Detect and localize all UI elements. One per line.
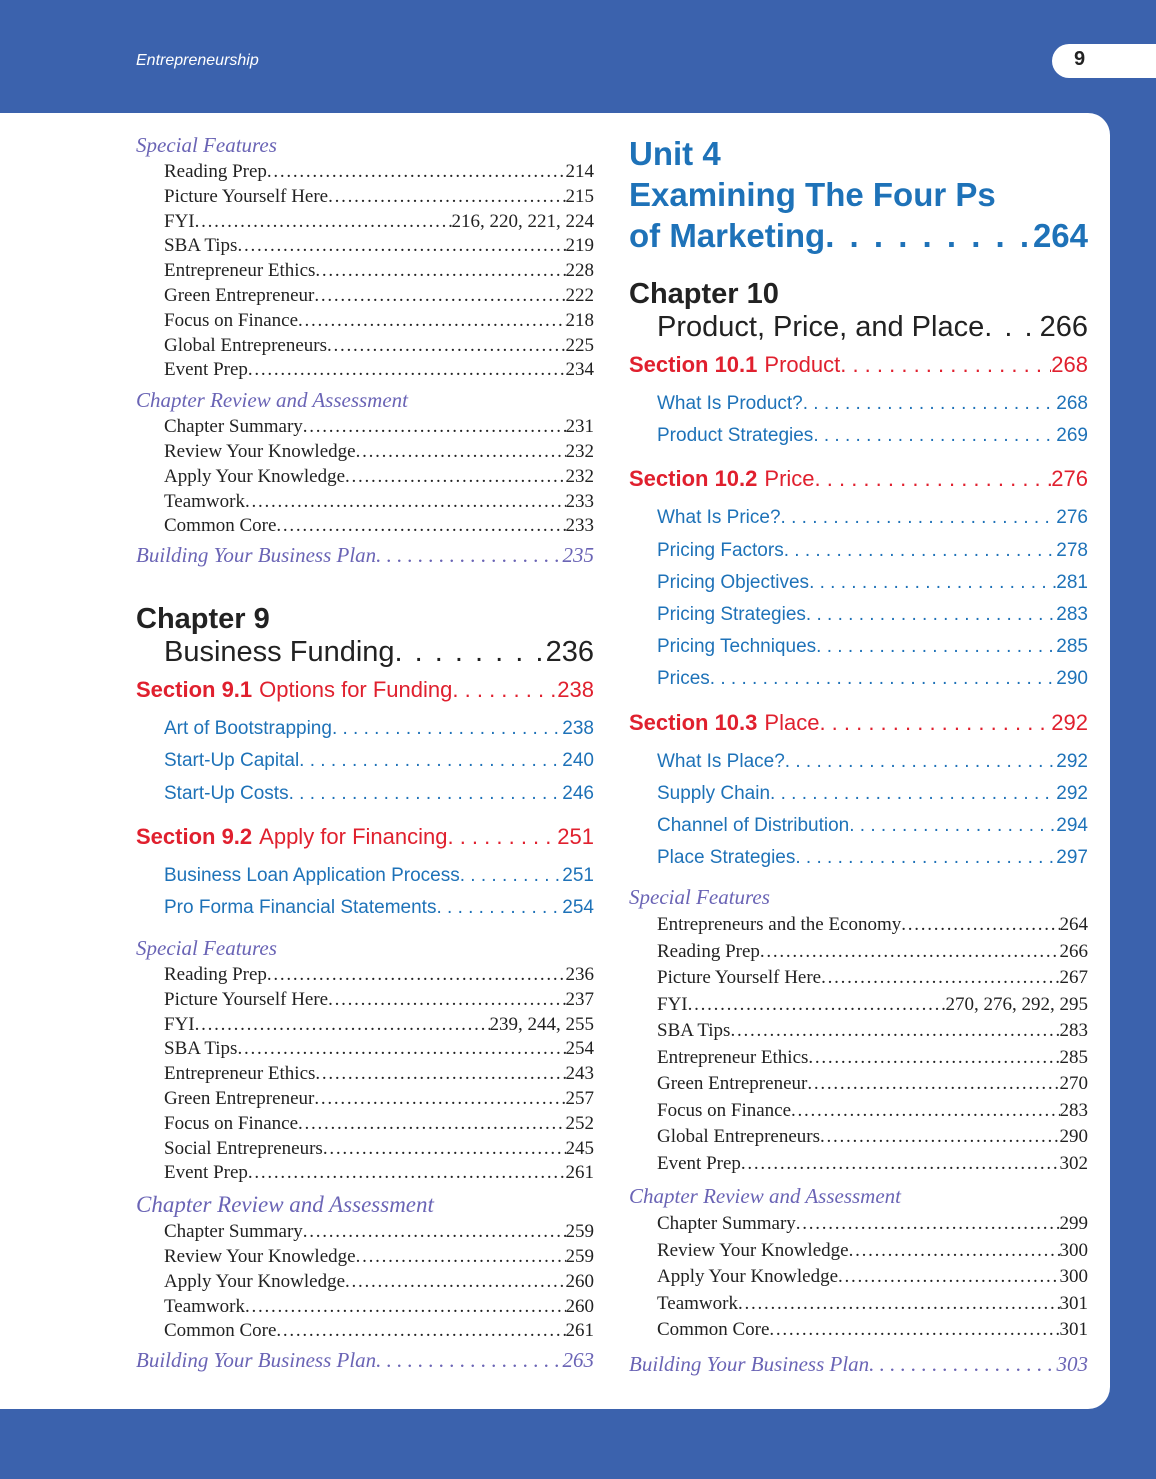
unit-number: Unit 4	[629, 135, 721, 172]
feature-entry[interactable]: FYI . . . 239, 244, 255	[136, 1013, 594, 1038]
right-column	[629, 133, 1088, 1380]
subsection-entry[interactable]: Business Loan Application Process . . . 251	[136, 860, 594, 892]
subsection-entry[interactable]: Channel of Distribution . . . 294	[629, 810, 1088, 842]
feature-entry[interactable]: Entrepreneur Ethics . . . 285	[629, 1045, 1088, 1072]
subsection-entry[interactable]: Start-Up Capital . . . 240	[136, 745, 594, 777]
subsection-entry[interactable]: Pricing Factors . . . 278	[629, 535, 1088, 567]
subsection-entry[interactable]: Start-Up Costs . . . 246	[136, 778, 594, 810]
book-title: Entrepreneurship	[136, 52, 259, 69]
subsection-entry[interactable]: Product Strategies . . . 269	[629, 420, 1088, 452]
feature-entry[interactable]: FYI . . . 216, 220, 221, 224	[136, 210, 594, 235]
chapter-review-list	[136, 415, 594, 539]
chapter-heading: Chapter 9	[136, 603, 270, 636]
feature-entry[interactable]: Event Prep . . . 234	[136, 358, 594, 383]
subsection-entry[interactable]: Prices . . . 290	[629, 663, 1088, 695]
feature-entry[interactable]: Entrepreneur Ethics . . . 243	[136, 1062, 594, 1087]
subsection-entry[interactable]: Pricing Techniques . . . 285	[629, 631, 1088, 663]
special-features-list	[136, 160, 594, 383]
special-features-heading: Special Features	[136, 133, 277, 157]
review-entry[interactable]: Chapter Summary . . . 299	[629, 1211, 1088, 1238]
feature-entry[interactable]: Picture Yourself Here . . . 215	[136, 185, 594, 210]
review-entry[interactable]: Apply Your Knowledge . . . 232	[136, 465, 594, 490]
business-plan-entry[interactable]: Building Your Business Plan . . . 263	[136, 1344, 594, 1376]
feature-entry[interactable]: SBA Tips . . . 283	[629, 1018, 1088, 1045]
review-entry[interactable]: Teamwork . . . 233	[136, 490, 594, 515]
review-entry[interactable]: Teamwork . . . 260	[136, 1295, 594, 1320]
feature-entry[interactable]: Entrepreneur Ethics . . . 228	[136, 259, 594, 284]
review-entry[interactable]: Chapter Summary . . . 259	[136, 1220, 594, 1245]
feature-entry[interactable]: FYI . . . 270, 276, 292, 295	[629, 992, 1088, 1019]
review-entry[interactable]: Apply Your Knowledge . . . 260	[136, 1270, 594, 1295]
review-entry[interactable]: Review Your Knowledge . . . 232	[136, 440, 594, 465]
subsection-entry[interactable]: What Is Product? . . . 268	[629, 388, 1088, 420]
feature-entry[interactable]: Reading Prep . . . 236	[136, 963, 594, 988]
section-entry[interactable]: Section 9.2 Apply for Financing . . . 251	[136, 820, 594, 854]
review-entry[interactable]: Common Core . . . 261	[136, 1319, 594, 1344]
special-features-list	[136, 963, 594, 1186]
subsection-entry[interactable]: Place Strategies . . . 297	[629, 842, 1088, 874]
special-features-heading: Special Features	[136, 936, 277, 961]
page-number: 9	[1074, 48, 1086, 70]
chapter-review-heading: Chapter Review and Assessment	[629, 1184, 901, 1209]
chapter-review-list	[136, 1220, 594, 1344]
feature-entry[interactable]: Social Entrepreneurs . . . 245	[136, 1137, 594, 1162]
content-panel	[0, 113, 1110, 1409]
feature-entry[interactable]: SBA Tips . . . 219	[136, 234, 594, 259]
subsection-entry[interactable]: What Is Place? . . . 292	[629, 746, 1088, 778]
left-column	[136, 130, 594, 1376]
review-entry[interactable]: Apply Your Knowledge . . . 300	[629, 1264, 1088, 1291]
section-entry[interactable]: Section 10.1 Product . . . 268	[629, 348, 1088, 382]
chapter-review-list	[629, 1211, 1088, 1344]
subsection-entry[interactable]: Pricing Strategies . . . 283	[629, 599, 1088, 631]
feature-entry[interactable]: Reading Prep . . . 214	[136, 160, 594, 185]
feature-entry[interactable]: Picture Yourself Here . . . 267	[629, 965, 1088, 992]
special-features-list	[629, 912, 1088, 1177]
feature-entry[interactable]: Event Prep . . . 261	[136, 1161, 594, 1186]
review-entry[interactable]: Review Your Knowledge . . . 300	[629, 1238, 1088, 1265]
review-entry[interactable]: Common Core . . . 301	[629, 1317, 1088, 1344]
feature-entry[interactable]: Entrepreneurs and the Economy . . . 264	[629, 912, 1088, 939]
review-entry[interactable]: Chapter Summary . . . 231	[136, 415, 594, 440]
review-entry[interactable]: Common Core . . . 233	[136, 514, 594, 539]
review-entry[interactable]: Teamwork . . . 301	[629, 1291, 1088, 1318]
chapter-heading: Chapter 10	[629, 278, 779, 310]
section-entry[interactable]: Section 10.3 Place . . . 292	[629, 706, 1088, 740]
feature-entry[interactable]: Focus on Finance . . . 283	[629, 1098, 1088, 1125]
unit-title-line: Examining The Four Ps	[629, 176, 996, 213]
subsection-entry[interactable]: Supply Chain . . . 292	[629, 778, 1088, 810]
feature-entry[interactable]: Picture Yourself Here . . . 237	[136, 988, 594, 1013]
feature-entry[interactable]: Global Entrepreneurs . . . 290	[629, 1124, 1088, 1151]
feature-entry[interactable]: Reading Prep . . . 266	[629, 939, 1088, 966]
section-entry[interactable]: Section 9.1 Options for Funding . . . 238	[136, 673, 594, 707]
feature-entry[interactable]: Focus on Finance . . . 218	[136, 309, 594, 334]
subsection-entry[interactable]: Pro Forma Financial Statements . . . 254	[136, 892, 594, 924]
feature-entry[interactable]: Global Entrepreneurs . . . 225	[136, 334, 594, 359]
subsection-entry[interactable]: Art of Bootstrapping . . . 238	[136, 713, 594, 745]
section-entry[interactable]: Section 10.2 Price . . . 276	[629, 462, 1088, 496]
chapter-title-entry[interactable]: Product, Price, and Place . . . 266	[629, 310, 1088, 344]
chapter-review-heading: Chapter Review and Assessment	[136, 1192, 434, 1218]
feature-entry[interactable]: Event Prep . . . 302	[629, 1151, 1088, 1178]
business-plan-entry[interactable]: Building Your Business Plan . . . 235	[136, 539, 594, 571]
feature-entry[interactable]: Focus on Finance . . . 252	[136, 1112, 594, 1137]
feature-entry[interactable]: Green Entrepreneur . . . 270	[629, 1071, 1088, 1098]
unit-title-entry[interactable]: of Marketing . . . 264	[629, 215, 1088, 256]
subsection-entry[interactable]: What Is Price? . . . 276	[629, 502, 1088, 534]
review-entry[interactable]: Review Your Knowledge . . . 259	[136, 1245, 594, 1270]
page-number-tab	[1052, 44, 1156, 78]
feature-entry[interactable]: SBA Tips . . . 254	[136, 1037, 594, 1062]
chapter-review-heading: Chapter Review and Assessment	[136, 388, 408, 413]
subsection-entry[interactable]: Pricing Objectives . . . 281	[629, 567, 1088, 599]
business-plan-entry[interactable]: Building Your Business Plan . . . 303	[629, 1348, 1088, 1380]
special-features-heading: Special Features	[629, 885, 770, 910]
chapter-title-entry[interactable]: Business Funding . . . 236	[136, 635, 594, 669]
feature-entry[interactable]: Green Entrepreneur . . . 257	[136, 1087, 594, 1112]
feature-entry[interactable]: Green Entrepreneur . . . 222	[136, 284, 594, 309]
